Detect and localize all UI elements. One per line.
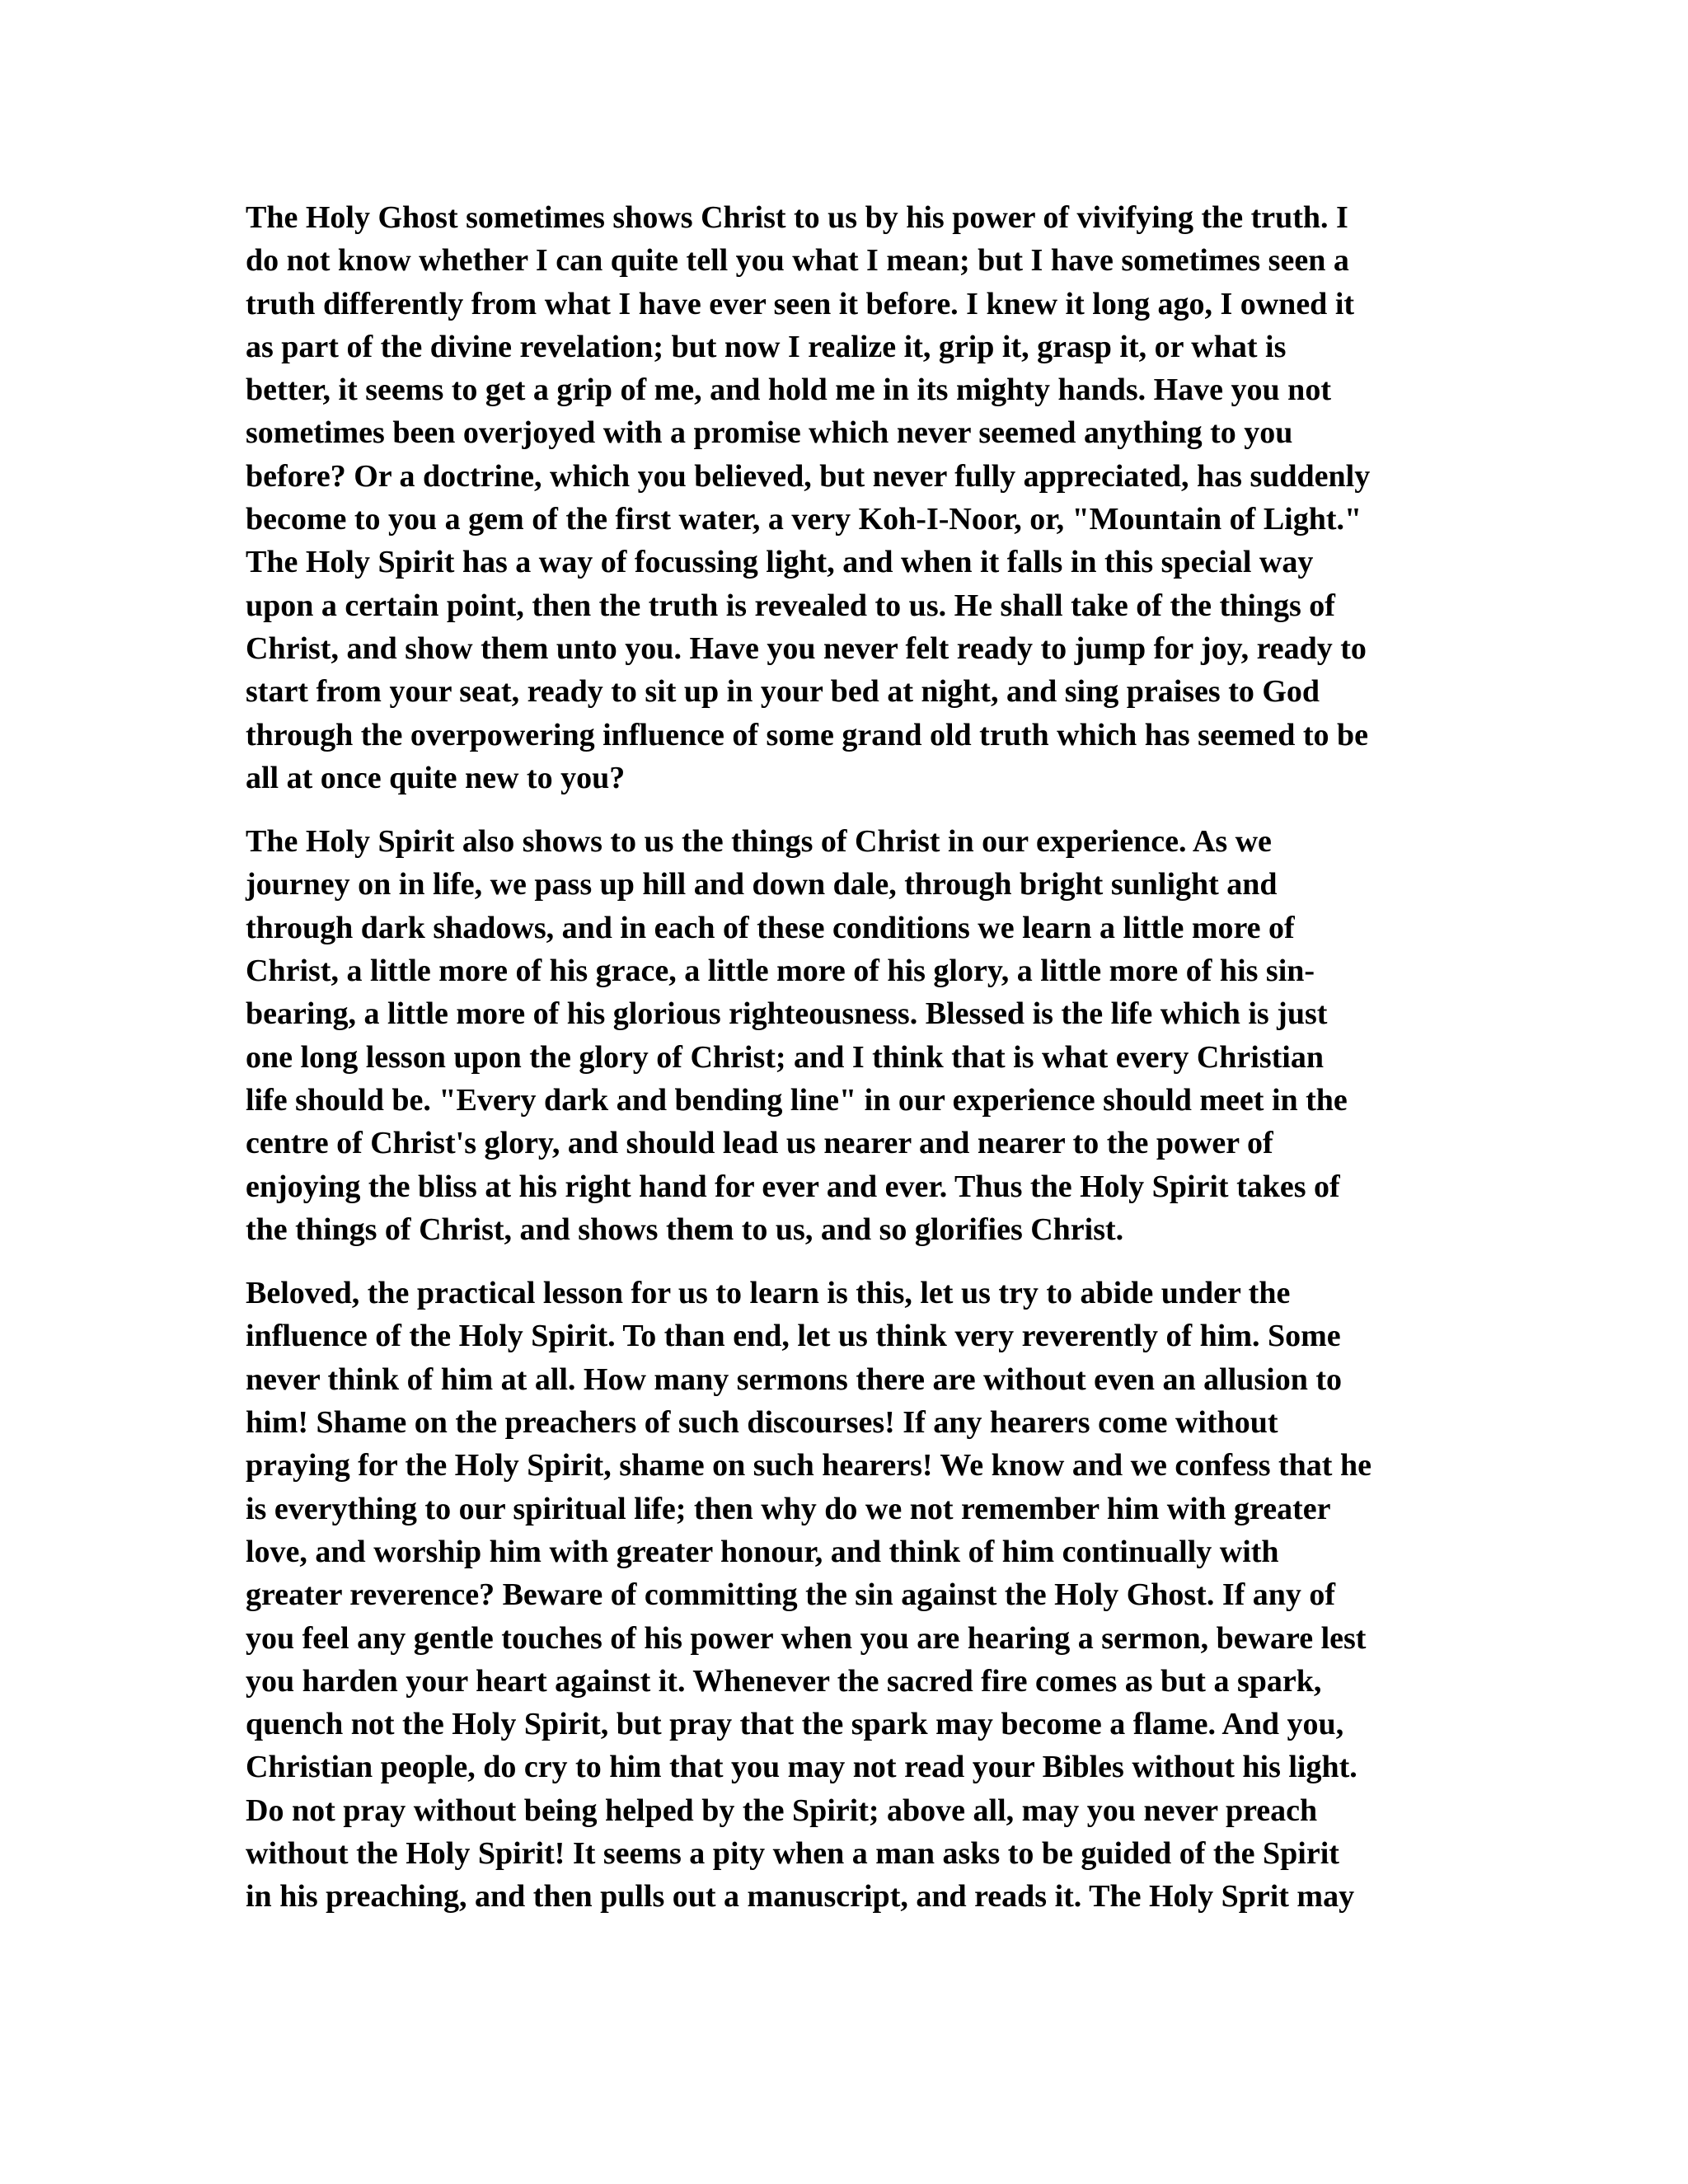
- paragraph-2: [246, 820, 1465, 1251]
- text-line: The Holy Spirit has a way of focussing light, and when it falls in this special way: [246, 545, 1314, 580]
- paragraph-1: [246, 196, 1465, 799]
- text-line: become to you a gem of the first water, a very Koh-I-Noor, or, "Mountain of Light.": [246, 502, 1362, 537]
- text-line: praying for the Holy Spirit, shame on such hearers! We know and we confess that he: [246, 1448, 1372, 1483]
- text-line: sometimes been overjoyed with a promise which never seemed anything to you: [246, 415, 1293, 451]
- text-line: start from your seat, ready to sit up in your bed at night, and sing praises to God: [246, 674, 1320, 710]
- text-line: you harden your heart against it. Whenever the sacred fire comes as but a spark,: [246, 1663, 1322, 1699]
- text-line: centre of Christ's glory, and should lead us nearer and nearer to the power of: [246, 1126, 1273, 1161]
- text-line: bearing, a little more of his glorious righteousness. Blessed is the life which is just: [246, 996, 1328, 1032]
- text-line: him! Shame on the preachers of such discourses! If any hearers come without: [246, 1405, 1278, 1441]
- text-line: Christ, and show them unto you. Have you never felt ready to jump for joy, ready to: [246, 630, 1367, 666]
- text-line: you feel any gentle touches of his power when you are hearing a sermon, beware lest: [246, 1620, 1367, 1656]
- paragraph-3: [246, 1272, 1465, 1918]
- text-line: truth differently from what I have ever seen it before. I knew it long ago, I owned it: [246, 286, 1355, 321]
- text-line: without the Holy Spirit! It seems a pity when a man asks to be guided of the Spirit: [246, 1835, 1339, 1871]
- text-line: do not know whether I can quite tell you what I mean; but I have sometimes seen a: [246, 243, 1349, 279]
- text-line: in his preaching, and then pulls out a manuscript, and reads it. The Holy Sprit may: [246, 1879, 1355, 1915]
- text-line: enjoying the bliss at his right hand for ever and ever. Thus the Holy Spirit takes of: [246, 1169, 1340, 1204]
- text-line: greater reverence? Beware of committing the sin against the Holy Ghost. If any of: [246, 1577, 1336, 1613]
- body-text: [246, 196, 1465, 1939]
- text-line: through dark shadows, and in each of these conditions we learn a little more of: [246, 910, 1295, 945]
- text-line: The Holy Ghost sometimes shows Christ to us by his power of vivifying the truth. I: [246, 200, 1348, 235]
- text-line: one long lesson upon the glory of Christ; and I think that is what every Christian: [246, 1039, 1324, 1075]
- text-line: Christ, a little more of his grace, a little more of his glory, a little more of his sin-: [246, 954, 1315, 989]
- text-line: The Holy Spirit also shows to us the things of Christ in our experience. As we: [246, 824, 1272, 860]
- text-line: love, and worship him with greater honour, and think of him continually with: [246, 1534, 1279, 1569]
- text-line: is everything to our spiritual life; then why do we not remember him with greater: [246, 1491, 1331, 1526]
- text-line: upon a certain point, then the truth is revealed to us. He shall take of the things of: [246, 588, 1335, 623]
- text-line: better, it seems to get a grip of me, and hold me in its mighty hands. Have you not: [246, 373, 1331, 408]
- text-line: Do not pray without being helped by the Spirit; above all, may you never preach: [246, 1793, 1318, 1828]
- text-line: life should be. "Every dark and bending line" in our experience should meet in the: [246, 1082, 1348, 1118]
- text-line: the things of Christ, and shows them to us, and so glorifies Christ.: [246, 1212, 1124, 1247]
- text-line: journey on in life, we pass up hill and down dale, through bright sunlight and: [246, 867, 1278, 902]
- text-line: Beloved, the practical lesson for us to learn is this, let us try to abide under the: [246, 1276, 1291, 1311]
- text-line: Christian people, do cry to him that you may not read your Bibles without his light.: [246, 1750, 1357, 1785]
- text-line: all at once quite new to you?: [246, 760, 626, 795]
- text-line: through the overpowering influence of some grand old truth which has seemed to be: [246, 717, 1369, 752]
- text-line: before? Or a doctrine, which you believed, but never fully appreciated, has suddenly: [246, 458, 1371, 494]
- text-line: influence of the Holy Spirit. To than end, let us think very reverently of him. Some: [246, 1319, 1341, 1354]
- text-line: as part of the divine revelation; but now I realize it, grip it, grasp it, or what is: [246, 329, 1287, 364]
- text-line: quench not the Holy Spirit, but pray that the spark may become a flame. And you,: [246, 1707, 1344, 1742]
- text-line: never think of him at all. How many sermons there are without even an allusion to: [246, 1361, 1343, 1397]
